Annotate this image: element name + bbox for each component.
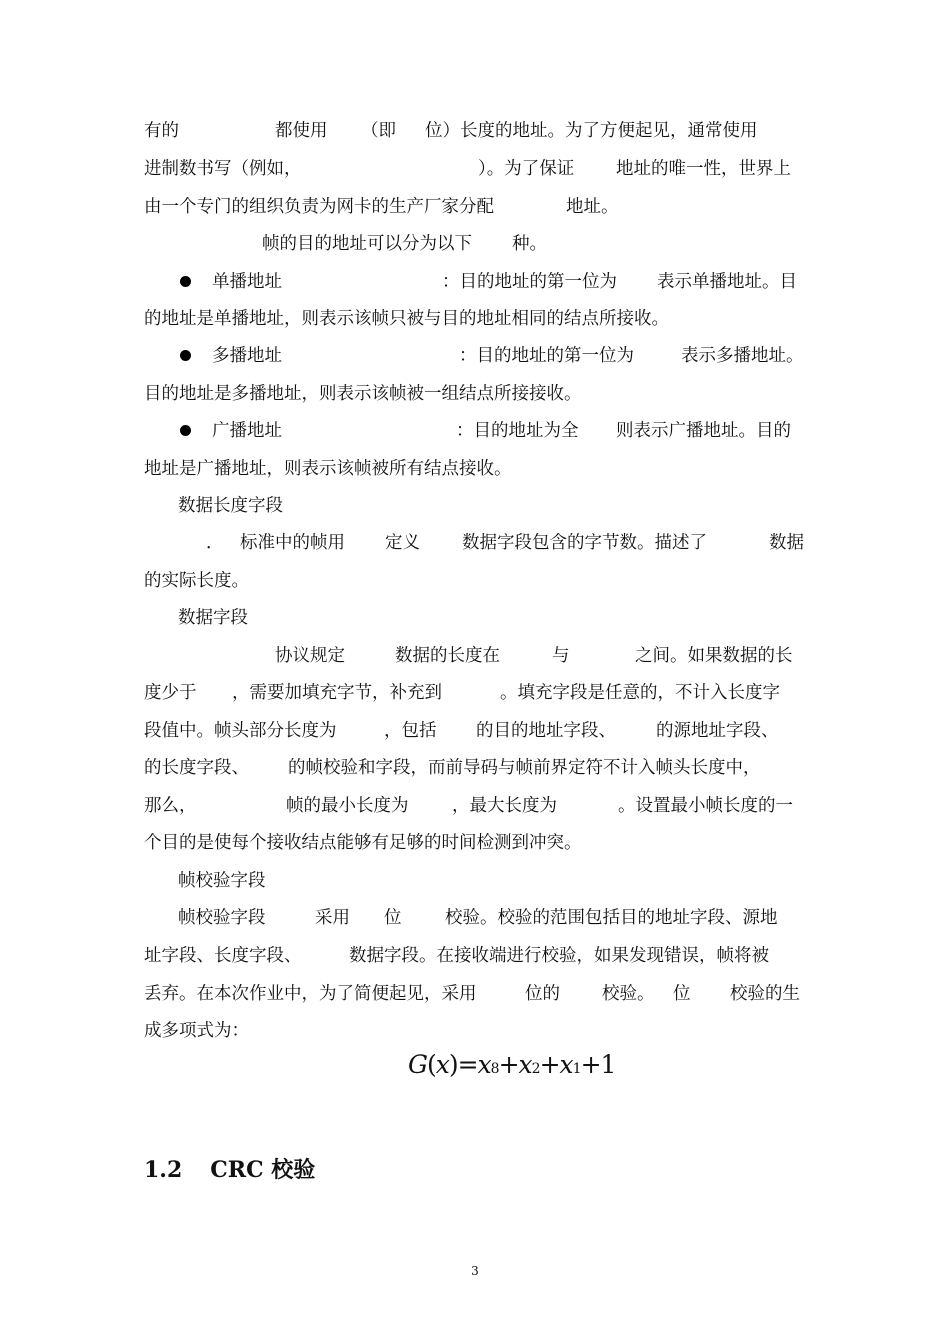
text-segment: 数据字段 [178,608,248,628]
text-segment: ． [206,533,224,553]
text-segment: 数据的长度在 [395,646,500,666]
text-segment: 校验。校验的范围包括目的地址字段、源地 [445,908,778,928]
formula-symbol: x [477,1050,491,1079]
text-line [0,528,950,558]
text-segment: 则表示广播地址。目的 [616,421,791,441]
section-heading [144,1150,315,1190]
text-segment: 。填充字段是任意的，不计入长度字 [500,683,780,703]
text-segment: ，最大长度为 [452,796,557,816]
text-segment: 。设置最小帧长度的一 [618,796,793,816]
text-segment: 协议规定 [275,646,345,666]
bullet-icon [180,350,191,361]
text-segment: 进制数书写（例如， [144,159,302,179]
text-segment: 有的 [144,121,179,141]
text-segment: 位 [673,984,691,1004]
formula-symbol: x [435,1050,449,1079]
text-segment: 地址的唯一性，世界上 [616,159,791,179]
text-segment: 目的地址是多播地址，则表示该帧被一组结点所接接收。 [144,384,582,404]
formula-symbol: + [580,1050,601,1079]
text-segment: 个目的是使每个接收结点能够有足够的时间检测到冲突。 [144,833,582,853]
text-segment: ：目的地址的第一位为 [459,346,634,366]
text-segment: 帧校验字段 [178,871,266,891]
generator-polynomial [408,1045,615,1085]
text-line [0,154,950,184]
text-segment: 校验的生 [730,984,800,1004]
text-line [0,454,950,484]
text-segment: 段值中。帧头部分长度为 [144,721,337,741]
text-segment: 那么， [144,796,197,816]
text-segment: 数据字段包含的字节数。描述了 [462,533,707,553]
text-segment: 地址。 [566,197,619,217]
text-line [0,979,950,1009]
text-segment: 成多项式为： [144,1021,249,1041]
formula-exponent: 1 [572,1061,581,1077]
bullet-item [0,341,950,371]
formula-symbol: x [559,1050,573,1079]
text-segment: 与 [552,646,570,666]
bullet-icon [180,276,191,287]
text-segment: 广播地址 [212,421,282,441]
bullet-item [0,267,950,297]
text-segment: ：目的地址为全 [456,421,579,441]
bullet-icon [180,425,191,436]
text-line [0,716,950,746]
text-line [0,903,950,933]
text-line [0,941,950,971]
section-number: 1.2 [144,1157,183,1183]
text-segment: 表示单播地址。目 [657,272,797,292]
text-segment: 的长度字段、 [144,758,249,778]
text-line [0,566,950,596]
text-segment: 校验。 [602,984,655,1004]
text-line [0,116,950,146]
text-line [0,229,950,259]
formula-symbol: ( [426,1050,436,1079]
formula-symbol: 1 [600,1050,616,1079]
text-segment: 都使用 [275,121,328,141]
text-segment: 之间。如果数据的长 [635,646,793,666]
text-segment: 的目的地址字段、 [476,721,616,741]
formula-symbol: + [498,1050,519,1079]
text-segment: 位 [384,908,402,928]
text-line [0,678,950,708]
text-segment: （即 [361,121,396,141]
section-title: CRC 校验 [210,1157,316,1183]
text-line [0,641,950,671]
bullet-item [0,416,950,446]
text-segment: 的实际长度。 [144,571,249,591]
text-segment: 的帧校验和字段，而前导码与帧前界定符不计入帧头长度中， [288,758,761,778]
text-line [0,192,950,222]
text-segment: 定义 [385,533,420,553]
formula-symbol: + [539,1050,560,1079]
formula-symbol: x [518,1050,532,1079]
text-line [0,753,950,783]
text-segment: 数据 [769,533,804,553]
text-segment: 数据字段。在接收端进行校验，如果发现错误，帧将被 [349,946,769,966]
text-segment: 数据长度字段 [178,496,283,516]
text-segment: 址字段、长度字段、 [144,946,302,966]
text-segment: 的源地址字段、 [656,721,779,741]
text-segment: 帧的目的地址可以分为以下 [262,234,472,254]
section-label [0,603,950,633]
text-line [0,379,950,409]
formula-symbol: )= [448,1050,478,1079]
text-segment: 位）长度的地址。为了方便起见，通常使用 [425,121,758,141]
text-segment: ：目的地址的第一位为 [442,272,617,292]
text-segment: 度少于 [144,683,197,703]
text-segment: 种。 [512,234,547,254]
page-number: 3 [471,1264,479,1278]
section-label [0,491,950,521]
text-line [0,791,950,821]
text-line [0,304,950,334]
text-segment: 表示多播地址。 [681,346,804,366]
text-segment: 采用 [315,908,350,928]
section-label [0,866,950,896]
text-segment: 帧校验字段 [178,908,266,928]
text-line [0,828,950,858]
text-segment: 帧的最小长度为 [286,796,409,816]
text-segment: 丢弃。在本次作业中，为了简便起见，采用 [144,984,477,1004]
text-segment: 单播地址 [212,272,282,292]
text-segment: ，包括 [384,721,437,741]
text-segment: 多播地址 [212,346,282,366]
text-segment: 的地址是单播地址，则表示该帧只被与目的地址相同的结点所接收。 [144,309,669,329]
text-segment: 标准中的帧用 [240,533,345,553]
text-segment: 位的 [525,984,560,1004]
text-segment: ，需要加填充字节，补充到 [232,683,442,703]
formula-exponent: 2 [531,1061,540,1077]
formula-exponent: 8 [490,1061,499,1077]
text-segment: ）。为了保证 [478,159,575,179]
text-segment: 地址是广播地址，则表示该帧被所有结点接收。 [144,459,512,479]
text-segment: 由一个专门的组织负责为网卡的生产厂家分配 [144,197,494,217]
text-line [0,1016,950,1046]
formula-symbol: G [408,1050,427,1079]
